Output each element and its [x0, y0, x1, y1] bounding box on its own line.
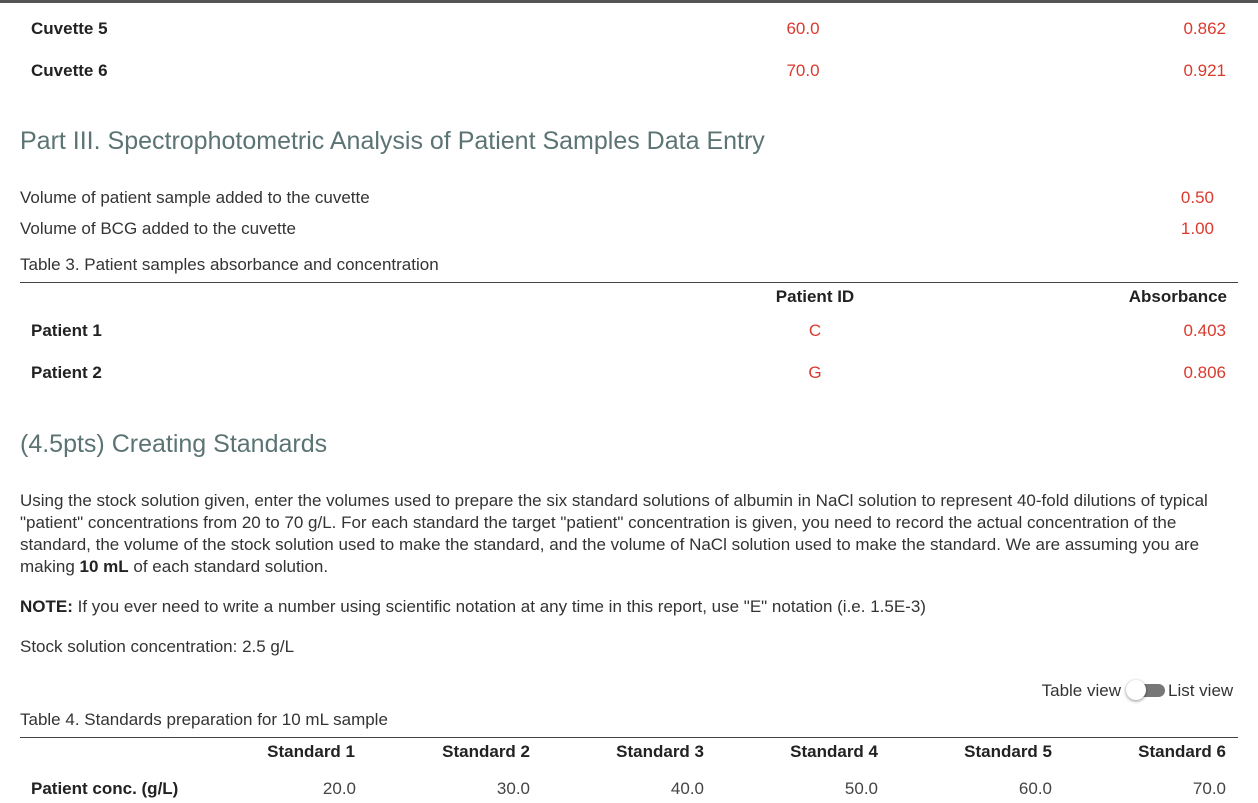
patient-conc-value: 20.0	[322, 779, 356, 798]
table4-divider	[20, 737, 1238, 738]
absorbance-value[interactable]: 0.921	[1183, 61, 1226, 80]
section-title-part3: Part III. Spectrophotometric Analysis of Patient Samples Data Entry	[20, 127, 765, 155]
concentration-value[interactable]: 70.0	[786, 61, 820, 80]
note-paragraph	[20, 597, 926, 617]
vol-bcg-label: Volume of BCG added to the cuvette	[20, 219, 296, 238]
instructions-text: Using the stock solution given, enter the volumes used to prepare the six standard solutions of albumin in NaCl solution to represent 40-fold dilutions of typical "patient" concentrations from 20 to 70 g/L. For each standard the target "patient" concentration is given, you need to record the actual concentration of the standard, the volume of the stock solution used to make the standard, and the volume of NaCl solution used to make the standard. We are assuming you are making	[20, 491, 1208, 576]
patient-conc-value: 40.0	[670, 779, 704, 798]
table3-caption: Table 3. Patient samples absorbance and concentration	[20, 255, 439, 274]
table4-header: Standard 1	[267, 742, 355, 761]
section-title-standards: (4.5pts) Creating Standards	[20, 430, 328, 458]
table4-header: Standard 3	[616, 742, 704, 761]
patient-conc-value: 60.0	[1018, 779, 1052, 798]
instructions-bold: 10 mL	[79, 557, 129, 576]
table4-header: Standard 5	[964, 742, 1052, 761]
toggle-label-list-view[interactable]: List view	[1168, 681, 1234, 700]
table-row-label: Cuvette 6	[31, 61, 108, 80]
note-label: NOTE:	[20, 597, 73, 616]
absorbance-value[interactable]: 0.403	[1183, 321, 1226, 340]
table4-header: Standard 6	[1138, 742, 1226, 761]
vol-patient-value[interactable]: 0.50	[1180, 188, 1214, 207]
top-border	[0, 0, 1258, 3]
view-toggle-knob[interactable]	[1126, 680, 1146, 700]
note-text: If you ever need to write a number using scientific notation at any time in this report, use "E" notation (i.e. 1.5E-3)	[72, 597, 926, 616]
patient-id-value[interactable]: C	[808, 321, 822, 340]
table-row-label: Cuvette 5	[31, 19, 108, 38]
patient-conc-value: 70.0	[1192, 779, 1226, 798]
table4-caption: Table 4. Standards preparation for 10 mL sample	[20, 710, 388, 729]
toggle-label-table-view[interactable]: Table view	[1041, 681, 1121, 700]
vol-bcg-value[interactable]: 1.00	[1180, 219, 1214, 238]
patient-conc-value: 50.0	[844, 779, 878, 798]
stock-concentration: Stock solution concentration: 2.5 g/L	[20, 637, 295, 656]
table-row-label: Patient 1	[31, 321, 102, 340]
concentration-value[interactable]: 60.0	[786, 19, 820, 38]
table4-header: Standard 4	[790, 742, 878, 761]
absorbance-value[interactable]: 0.806	[1183, 363, 1226, 382]
table3-header-absorbance: Absorbance	[1128, 287, 1227, 306]
vol-patient-label: Volume of patient sample added to the cuvette	[20, 188, 370, 207]
table4-header: Standard 2	[442, 742, 530, 761]
patient-id-value[interactable]: G	[808, 363, 822, 382]
instructions-paragraph	[20, 490, 1235, 578]
table3-header-patient-id: Patient ID	[775, 287, 855, 306]
patient-conc-value: 30.0	[496, 779, 530, 798]
instructions-end: of each standard solution.	[128, 557, 329, 576]
table-row-label: Patient 2	[31, 363, 102, 382]
table3-divider	[20, 282, 1238, 283]
absorbance-value[interactable]: 0.862	[1183, 19, 1226, 38]
table-row-label: Patient conc. (g/L)	[31, 779, 179, 798]
